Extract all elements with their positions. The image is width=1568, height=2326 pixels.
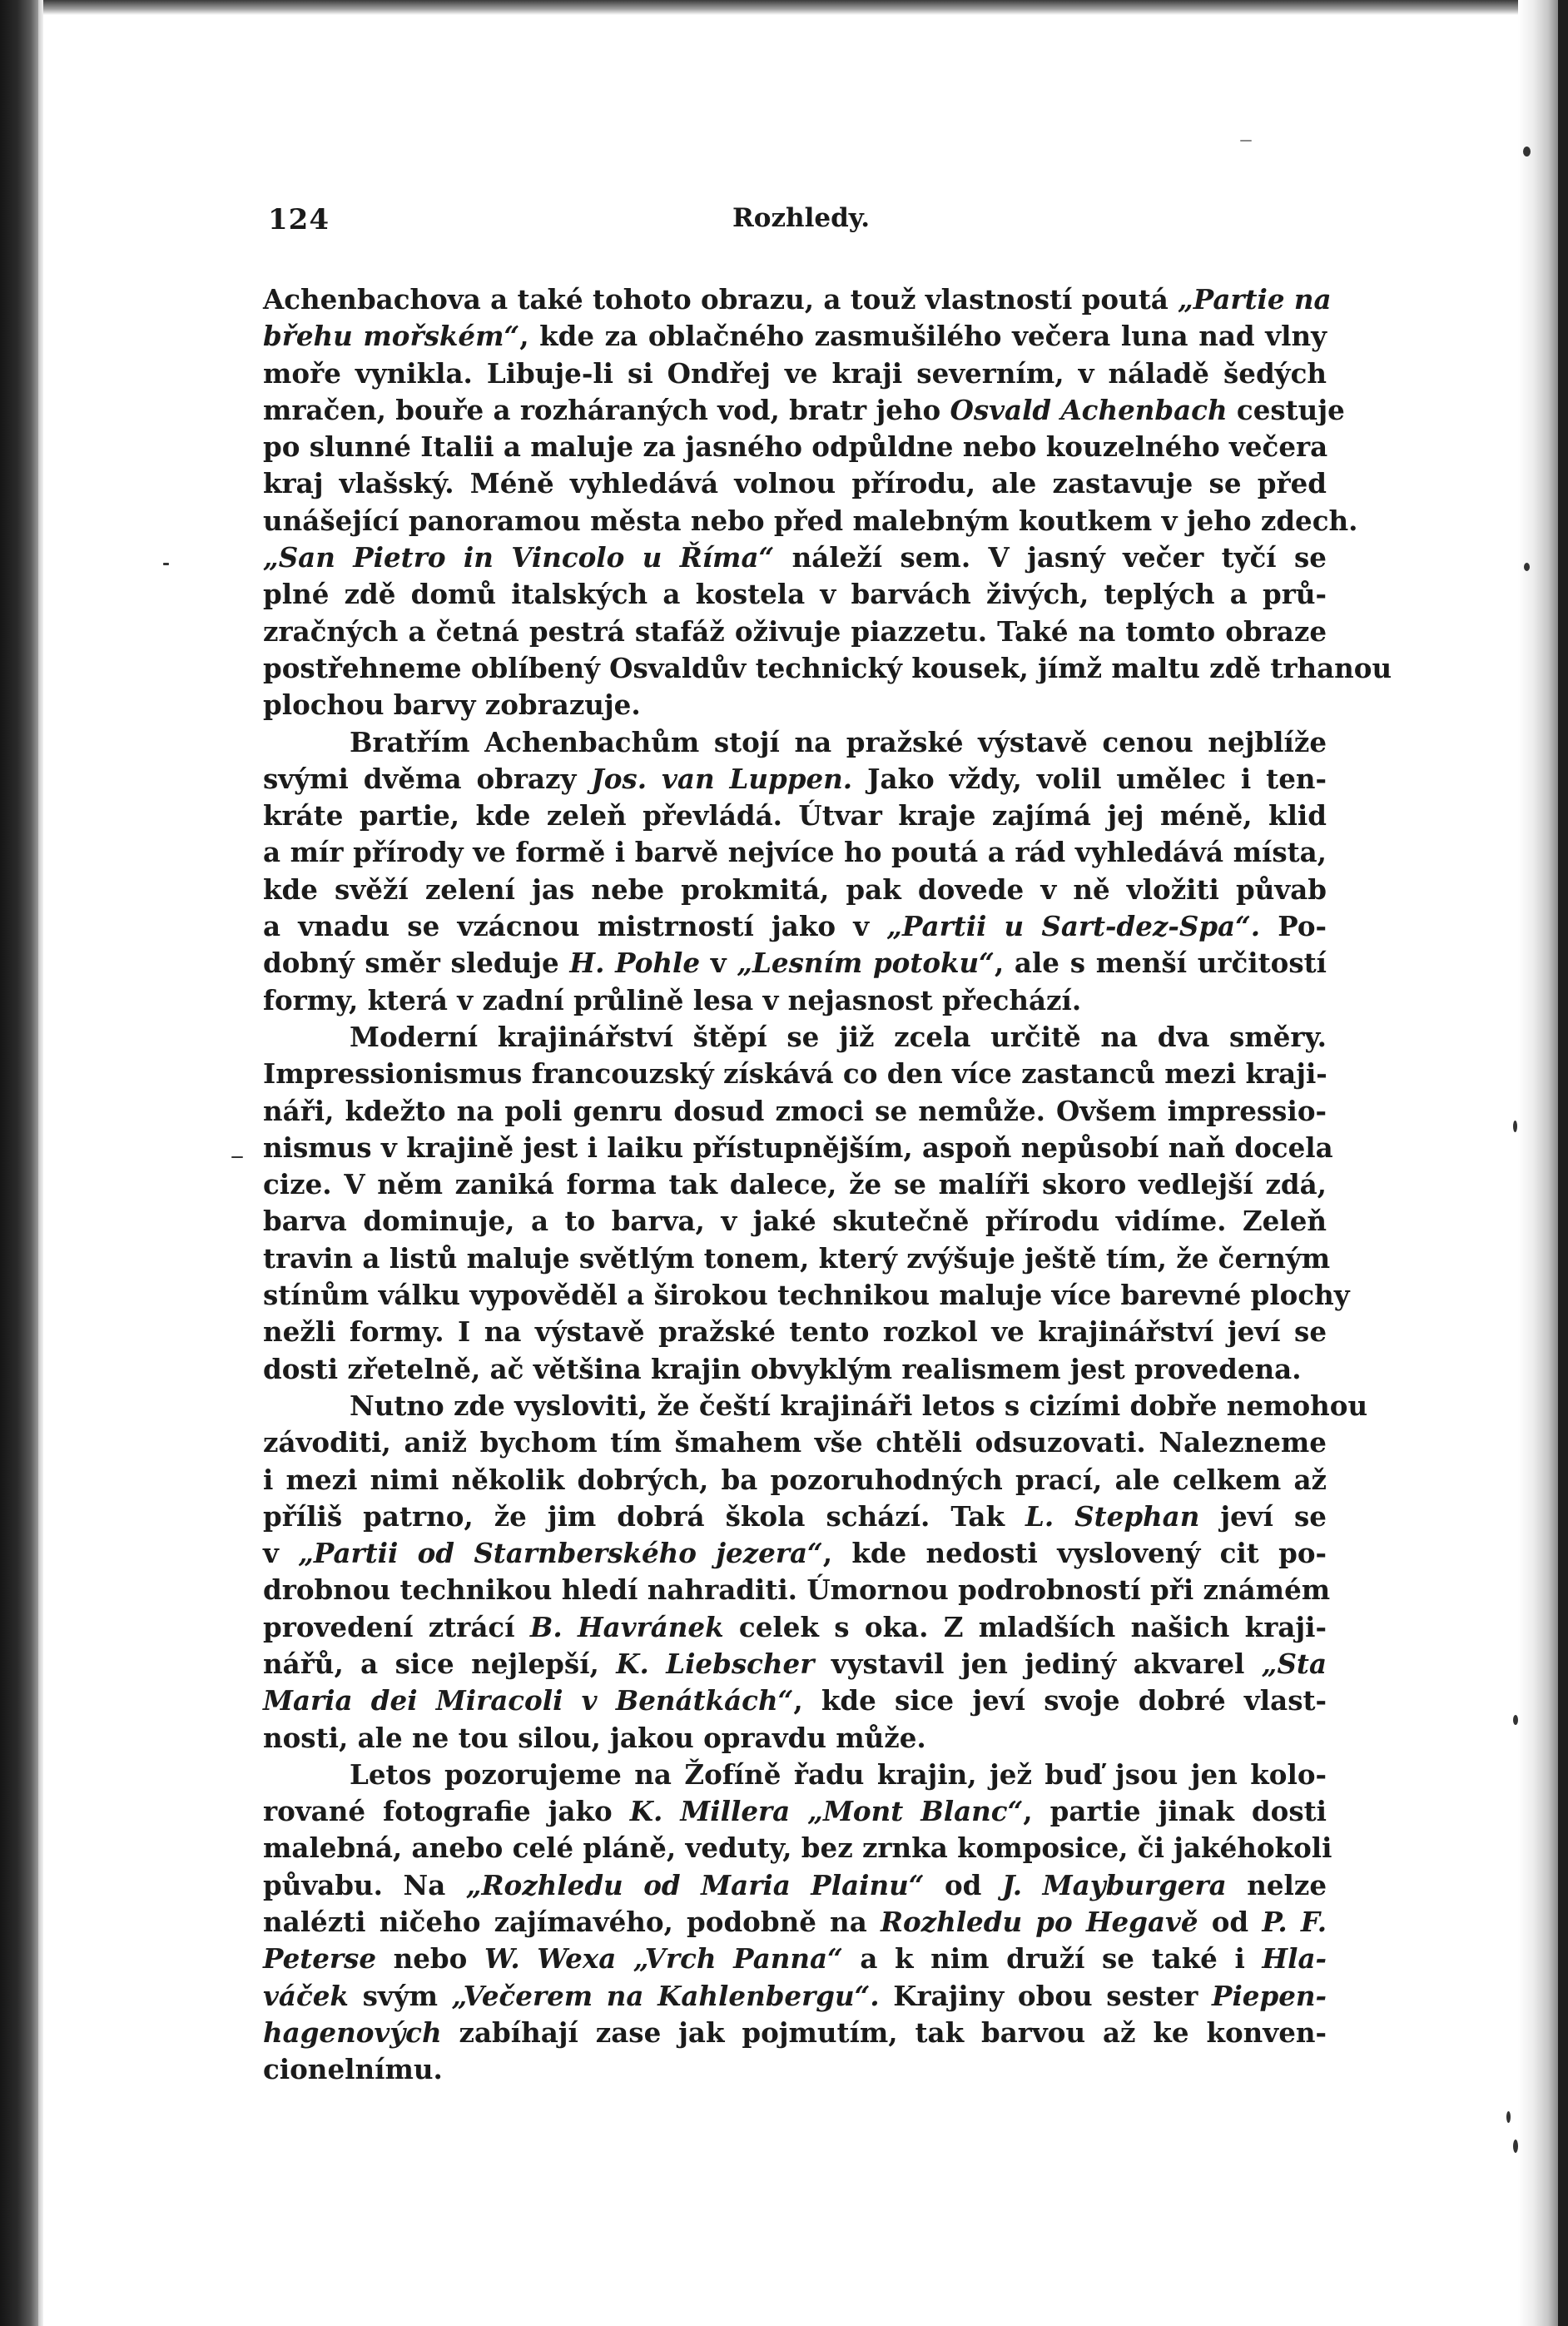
scan-left-edge-shadow	[0, 0, 38, 2326]
text-run: od	[1198, 1906, 1263, 1939]
italic-title: „Partii od Starnberského jezera“	[298, 1537, 823, 1570]
text-line	[263, 1941, 1327, 1977]
body-text	[263, 281, 1392, 2089]
scan-speck	[1523, 147, 1531, 157]
italic-title: břehu mořském“	[263, 320, 520, 353]
text-run: Krajiny obou sester	[879, 1979, 1213, 2012]
text-line	[263, 1830, 1332, 1866]
italic-title: Piepen-	[1212, 1979, 1327, 2012]
text-line	[263, 1019, 1327, 1056]
text-line	[263, 614, 1327, 650]
text-line	[263, 1682, 1327, 1719]
text-run: kde svěží zelení jas nebe prokmitá, pak dovede v ně vložiti půvab	[263, 872, 1327, 906]
scan-speck	[1524, 563, 1530, 571]
scan-speck	[1513, 1715, 1518, 1725]
text-run: náři, kdežto na poli genru dosud zmoci se nemůže. Ovšem impressio-	[263, 1094, 1327, 1127]
text-run: Po-	[1260, 910, 1327, 943]
text-run: Impressionismus francouzský získává co den více zastanců mezi kraji-	[263, 1057, 1327, 1091]
text-line	[263, 318, 1327, 355]
text-run	[616, 1942, 633, 1975]
italic-title: „Rozhledu od Maria Plainu“	[465, 1868, 925, 1901]
text-line	[263, 503, 1358, 539]
paragraph	[263, 724, 1327, 1019]
text-run: v	[263, 1537, 299, 1570]
text-run: barva dominuje, a to barva, v jaké skutečně přírodu vidíme. Zeleň	[263, 1205, 1327, 1238]
text-run: závoditi, aniž bychom tím šmahem vše chtěli odsuzovati. Nalezneme	[263, 1426, 1327, 1459]
text-line	[263, 761, 1327, 798]
text-run: celek s oka. Z mladších našich kraji-	[723, 1610, 1327, 1643]
text-run: malebná, anebo celé pláně, veduty, bez zrnka komposice, či jakéhokoli	[263, 1831, 1332, 1865]
page-number: 124	[268, 203, 330, 236]
text-run: příliš patrno, že jim dobrá škola schází. Tak	[263, 1499, 1025, 1533]
text-run: mračen, bouře a rozhárаných vod, bratr jeho	[263, 393, 950, 426]
italic-title: „Sta	[1261, 1647, 1327, 1680]
text-run: , kde nedosti vyslovený cit po-	[822, 1537, 1327, 1570]
text-line	[263, 465, 1327, 502]
text-run: cionelnímu.	[263, 2053, 443, 2086]
text-line	[263, 1867, 1327, 1904]
paragraph	[263, 281, 1392, 724]
scan-speck	[231, 1156, 243, 1158]
text-run: unášející panoramou města nebo před malebným koutkem v jeho zdech.	[263, 504, 1358, 537]
text-line	[263, 1424, 1327, 1461]
text-line	[263, 1535, 1327, 1572]
text-run: dobný směr sleduje	[263, 947, 570, 980]
text-run: nářů, a sice nejlepší,	[263, 1647, 617, 1680]
text-line	[263, 2015, 1327, 2051]
italic-title: Jos. van Luppen.	[591, 762, 853, 795]
italic-title: Peterse	[263, 1942, 377, 1976]
italic-title: K. Liebscher	[616, 1647, 815, 1680]
text-line	[263, 834, 1327, 871]
italic-title: H. Pohle	[569, 947, 701, 980]
italic-title: Hla-	[1262, 1942, 1327, 1976]
text-run: svými dvěma obrazy	[263, 762, 592, 795]
text-run: a k nim druží se také i	[842, 1942, 1263, 1976]
text-line	[263, 1240, 1331, 1277]
italic-title: „Večerem na Kahlenbergu“.	[451, 1979, 880, 2012]
text-run: jeví se	[1199, 1499, 1327, 1533]
text-run: cestuje	[1227, 393, 1345, 426]
text-line	[263, 982, 1327, 1019]
text-run: Jako vždy, volil umělec i ten-	[852, 762, 1327, 795]
page-header	[268, 203, 1325, 245]
text-line	[263, 1720, 1327, 1757]
scan-right-edge-border	[1558, 0, 1568, 2326]
italic-title: váček	[263, 1979, 349, 2012]
text-line	[263, 576, 1327, 613]
text-run: náleží sem. V jasný večer tyčí se	[774, 541, 1327, 574]
text-run: moře vynikla. Libuje-li si Ondřej ve kraji severním, v náladě šedých	[263, 356, 1327, 390]
text-run: od	[924, 1868, 1002, 1901]
italic-title: Maria dei Miracoli v Benátkách“	[263, 1684, 794, 1717]
text-run: , ale s menší určitostí	[994, 947, 1327, 980]
text-line	[263, 355, 1327, 392]
scan-speck	[1513, 1121, 1517, 1132]
text-run: v	[700, 947, 737, 980]
text-line	[263, 1351, 1327, 1388]
text-run: zračných a četná pestrá stafáž oživuje piazzetu. Také na tomto obraze	[263, 614, 1327, 648]
text-run: stínům válku vypověděl a širokou technikou maluje více barevné plochy	[263, 1279, 1350, 1312]
text-line	[263, 429, 1327, 465]
text-run: Bratřím Achenbachům stojí na pražské výstavě cenou nejblíže	[350, 725, 1327, 758]
text-line	[263, 650, 1392, 687]
text-line	[263, 1093, 1327, 1130]
italic-title: „Lesním potoku“	[737, 947, 995, 980]
text-run: vystavil jen jediný akvarel	[814, 1647, 1262, 1680]
text-run	[790, 1795, 807, 1827]
text-line	[263, 1498, 1327, 1535]
text-run: drobnou technikou hledí nahraditi. Úmornou podrobností při známém	[263, 1573, 1331, 1607]
text-line	[263, 945, 1327, 982]
text-run: travin a listů maluje světlým tonem, který zvýšuje ještě tím, že černým	[263, 1241, 1331, 1275]
text-line	[263, 1904, 1327, 1941]
text-line	[263, 1314, 1327, 1350]
text-run: Letos pozorujeme na Žofíně řadu krajin, jež buď jsou jen kolo-	[350, 1757, 1327, 1791]
text-run: a vnadu se vzácnou mistrností jako v	[263, 910, 887, 943]
text-line	[263, 908, 1327, 945]
text-run: po slunné Italii a maluje za jasného odpůldne nebo kouzelného večera	[263, 430, 1328, 464]
italic-title: P. F.	[1262, 1906, 1327, 1939]
italic-title: L. Stephan	[1025, 1499, 1200, 1533]
text-run: zabíhají zase jak pojmutím, tak barvou až ke konven-	[441, 2015, 1327, 2049]
scan-left-edge-highlight	[38, 0, 43, 2326]
italic-title: K. Millera	[629, 1795, 791, 1828]
italic-title: Osvald Achenbach	[950, 393, 1228, 426]
text-run: postřehneme oblíbený Osvaldův technický kousek, jímž maltu zdě trhanou	[263, 651, 1392, 684]
italic-title: Rozhledu po Hegavě	[880, 1906, 1198, 1939]
text-run: provedení ztrácí	[263, 1610, 530, 1643]
text-run: nalézti ničeho zajímavého, podobně na	[263, 1906, 881, 1939]
text-run: Nutno zde vysloviti, že čeští krajináři letos s cizími dobře nemohou	[350, 1389, 1368, 1422]
italic-title: „Partii u Sart-dez-Spa“.	[886, 910, 1261, 943]
text-run: plochou barvy zobrazuje.	[263, 688, 641, 722]
scan-speck	[1240, 140, 1252, 142]
text-line	[263, 392, 1345, 429]
text-line	[263, 1056, 1327, 1092]
text-line	[263, 798, 1327, 834]
text-run: svým	[348, 1979, 452, 2012]
text-line	[263, 1277, 1350, 1314]
italic-title: „Vrch Panna“	[633, 1942, 843, 1976]
text-line	[263, 1646, 1327, 1682]
text-run: kraj vlašský. Méně vyhledává volnou přírodu, ale zastavuje se před	[263, 467, 1327, 500]
text-run: nelze	[1226, 1868, 1327, 1901]
paragraph	[263, 1019, 1350, 1388]
text-run: rované fotografie jako	[263, 1795, 630, 1828]
text-run: plné zdě domů italských a kostela v barvách živých, teplých a prů-	[263, 578, 1327, 611]
text-run: , kde za oblačného zasmušilého večera luna nad vlny	[519, 320, 1327, 353]
text-line	[263, 1203, 1327, 1240]
text-line	[263, 1166, 1327, 1203]
scan-speck	[1506, 2111, 1511, 2123]
text-line	[263, 1572, 1331, 1608]
scan-speck	[163, 563, 169, 565]
text-line	[263, 1388, 1368, 1424]
text-line	[263, 1757, 1327, 1793]
running-head: Rozhledy.	[732, 203, 871, 233]
text-run: dosti zřetelně, ač většina krajin obvyklým realismem jest provedena.	[263, 1352, 1302, 1385]
text-line	[263, 687, 1327, 723]
text-line	[263, 2051, 1327, 2088]
italic-title: „San Pietro in Vincolo u Říma“	[263, 541, 775, 574]
text-run: , kde sice jeví svoje dobré vlast-	[793, 1684, 1327, 1717]
text-line	[263, 1130, 1333, 1166]
text-run: i mezi nimi několik dobrých, ba pozoruhodných prací, ale celkem až	[263, 1463, 1327, 1496]
text-run: Moderní krajinářství štěpí se již zcela určitě na dva směry.	[350, 1020, 1327, 1053]
paragraph	[263, 1757, 1332, 2089]
text-line	[263, 872, 1327, 908]
text-run: nismus v krajině jest i laiku přístupnějším, aspoň nepůsobí naň docela	[263, 1131, 1333, 1164]
text-run: formy, která v zadní průlině lesa v nejasnost přechází.	[263, 983, 1082, 1016]
paragraph	[263, 1388, 1368, 1757]
scan-top-edge-shadow	[0, 0, 1568, 15]
italic-title: B. Havránek	[529, 1610, 724, 1643]
text-run: a mír přírody ve formě i barvě nejvíce ho poutá a rád vyhledává místa,	[263, 836, 1327, 869]
italic-title: W. Wexa	[484, 1942, 617, 1976]
text-line	[263, 1462, 1327, 1498]
italic-title: „Partie na	[1178, 283, 1332, 316]
italic-title: J. Mayburgera	[1001, 1868, 1227, 1901]
text-line	[263, 1978, 1327, 2015]
italic-title: hagenových	[263, 2015, 442, 2049]
text-run: cize. V něm zaniká forma tak dalece, že se malíři skoro vedlejší zdá,	[263, 1168, 1327, 1201]
text-run: Achenbachova a také tohoto obrazu, a touž vlastností poutá	[263, 283, 1178, 316]
text-run: nebo	[376, 1942, 484, 1976]
text-line	[263, 724, 1327, 761]
text-run: kráte partie, kde zeleň převládá. Útvar kraje zajímá jej méně, klid	[263, 799, 1327, 832]
text-run: půvabu. Na	[263, 1868, 466, 1901]
text-run: nosti, ale ne tou silou, jakou opravdu může.	[263, 1721, 926, 1754]
text-line	[263, 281, 1332, 318]
italic-title: „Mont Blanc“	[807, 1795, 1024, 1828]
text-line	[263, 1793, 1327, 1830]
text-run: nežli formy. I na výstavě pražské tento rozkol ve krajinářství jeví se	[263, 1315, 1327, 1349]
text-line	[263, 1609, 1327, 1646]
scan-speck	[1513, 2140, 1518, 2153]
text-run: , partie jinak dosti	[1023, 1795, 1327, 1828]
text-line	[263, 539, 1327, 576]
